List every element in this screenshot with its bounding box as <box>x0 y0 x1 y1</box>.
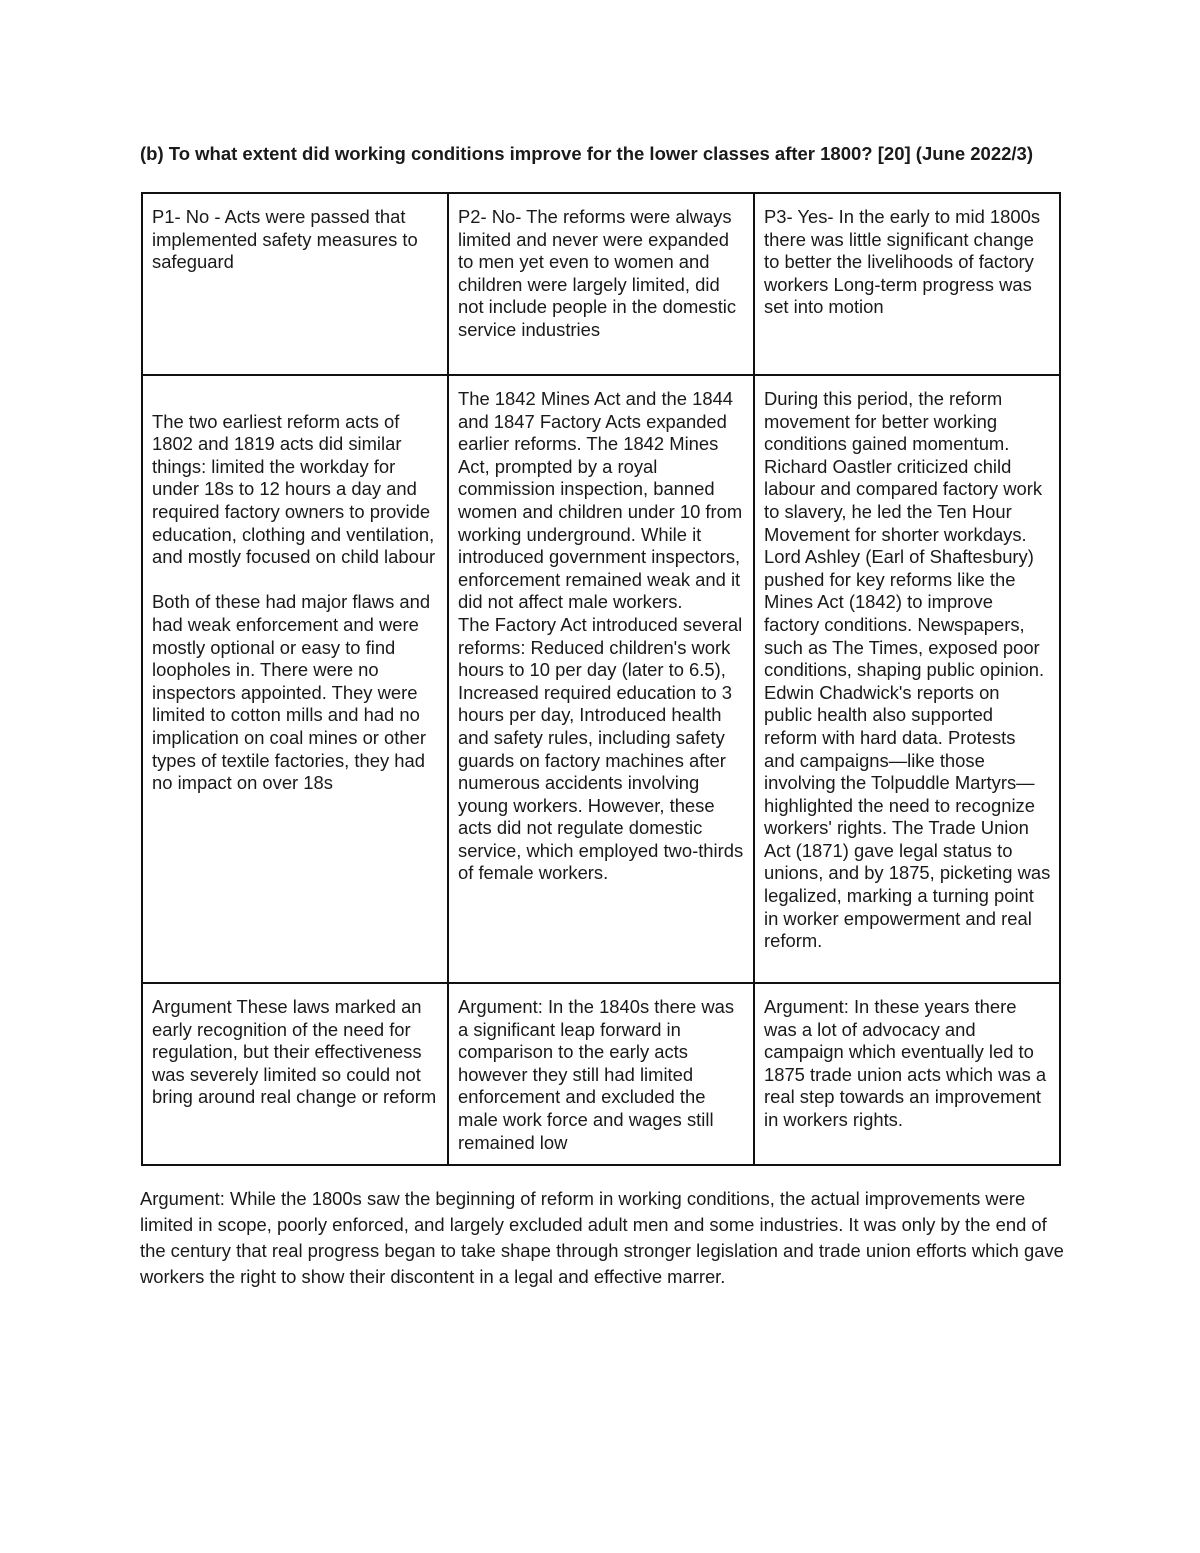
question-heading: (b) To what extent did working conditions improve for the lower classes after 1800? [20] (June 2022/3) <box>140 143 1034 164</box>
table-cell-p2 <box>448 193 754 375</box>
table-cell-evidence-2 <box>448 375 754 983</box>
table-cell-p1 <box>142 193 448 375</box>
table-cell-p3 <box>754 193 1060 375</box>
argument-2-text: Argument: In the 1840s there was a significant leap forward in comparison to the early acts however they still had limited enforcement and excluded the male work force and wages still remained low <box>458 996 735 1153</box>
table-cell-argument-1 <box>142 983 448 1165</box>
evidence-1-text: The two earliest reform acts of 1802 and 1819 acts did similar things: limited the workday for under 18s to 12 hours a day and required factory owners to provide education, clothing and ventilation, and mostly focused on child labour Both of these had major flaws and had weak enforcement and were mostly optional or easy to find loopholes in. There were no inspectors appointed. They were limited to cotton mills and had no implication on coal mines or other types of textile factories, they had no impact on over 18s <box>152 410 436 794</box>
evidence-2-text: The 1842 Mines Act and the 1844 and 1847 Factory Acts expanded earlier reforms. The 1842 Mines Act, prompted by a royal commission inspection, banned women and children under 10 from working underground. While it introduced government inspectors, enforcement remained weak and it did not affect male workers. The Factory Act introduced several reforms: Reduced children's work hours to 10 per day (later to 6.5), Increased required education to 3 hours per day, Introduced health and safety rules, including safety guards on factory machines after numerous accidents involving young workers. However, these acts did not regulate domestic service, which employed two-thirds of female workers. <box>458 388 744 884</box>
essay-plan-table <box>141 192 1061 1166</box>
table-row-arguments <box>142 983 1060 1165</box>
table-row-evidence <box>142 375 1060 983</box>
table-row-points <box>142 193 1060 375</box>
table-cell-argument-2 <box>448 983 754 1165</box>
table-cell-evidence-3 <box>754 375 1060 983</box>
argument-3-text: Argument: In these years there was a lot of advocacy and campaign which eventually led to 1875 trade union acts which was a real step towards an improvement in workers rights. <box>764 996 1047 1130</box>
p1-point-text: P1- No - Acts were passed that implemented safety measures to safeguard <box>152 206 418 273</box>
p3-point-text: P3- Yes- In the early to mid 1800s there was little significant change to better the livelihoods of factory workers Long-term progress was set into motion <box>764 206 1041 318</box>
conclusion-paragraph: Argument: While the 1800s saw the beginning of reform in working conditions, the actual improvements were limited in scope, poorly enforced, and largely excluded adult men and some industries. It was only by the end of the century that real progress began to take shape through stronger legislation and trade union efforts which gave workers the right to show their discontent in a legal and effective marrer. <box>140 1188 1064 1287</box>
table-cell-argument-3 <box>754 983 1060 1165</box>
table-cell-evidence-1 <box>142 375 448 983</box>
evidence-3-text: During this period, the reform movement for better working conditions gained momentum. Richard Oastler criticized child labour and compared factory work to slavery, he led the Ten Hour Movement for shorter workdays. Lord Ashley (Earl of Shaftesbury) pushed for key reforms like the Mines Act (1842) to improve factory conditions. Newspapers, such as The Times, exposed poor conditions, shaping public opinion. Edwin Chadwick's reports on public health also supported reform with hard data. Protests and campaigns—like those involving the Tolpuddle Martyrs—highlighted the need to recognize workers' rights. The Trade Union Act (1871) gave legal status to unions, and by 1875, picketing was legalized, marking a turning point in worker empowerment and real reform. <box>764 388 1051 952</box>
argument-1-text: Argument These laws marked an early recognition of the need for regulation, but their effectiveness was severely limited so could not bring around real change or reform <box>152 996 437 1108</box>
p2-point-text: P2- No- The reforms were always limited and never were expanded to men yet even to women and children were largely limited, did not include people in the domestic service industries <box>458 206 737 340</box>
